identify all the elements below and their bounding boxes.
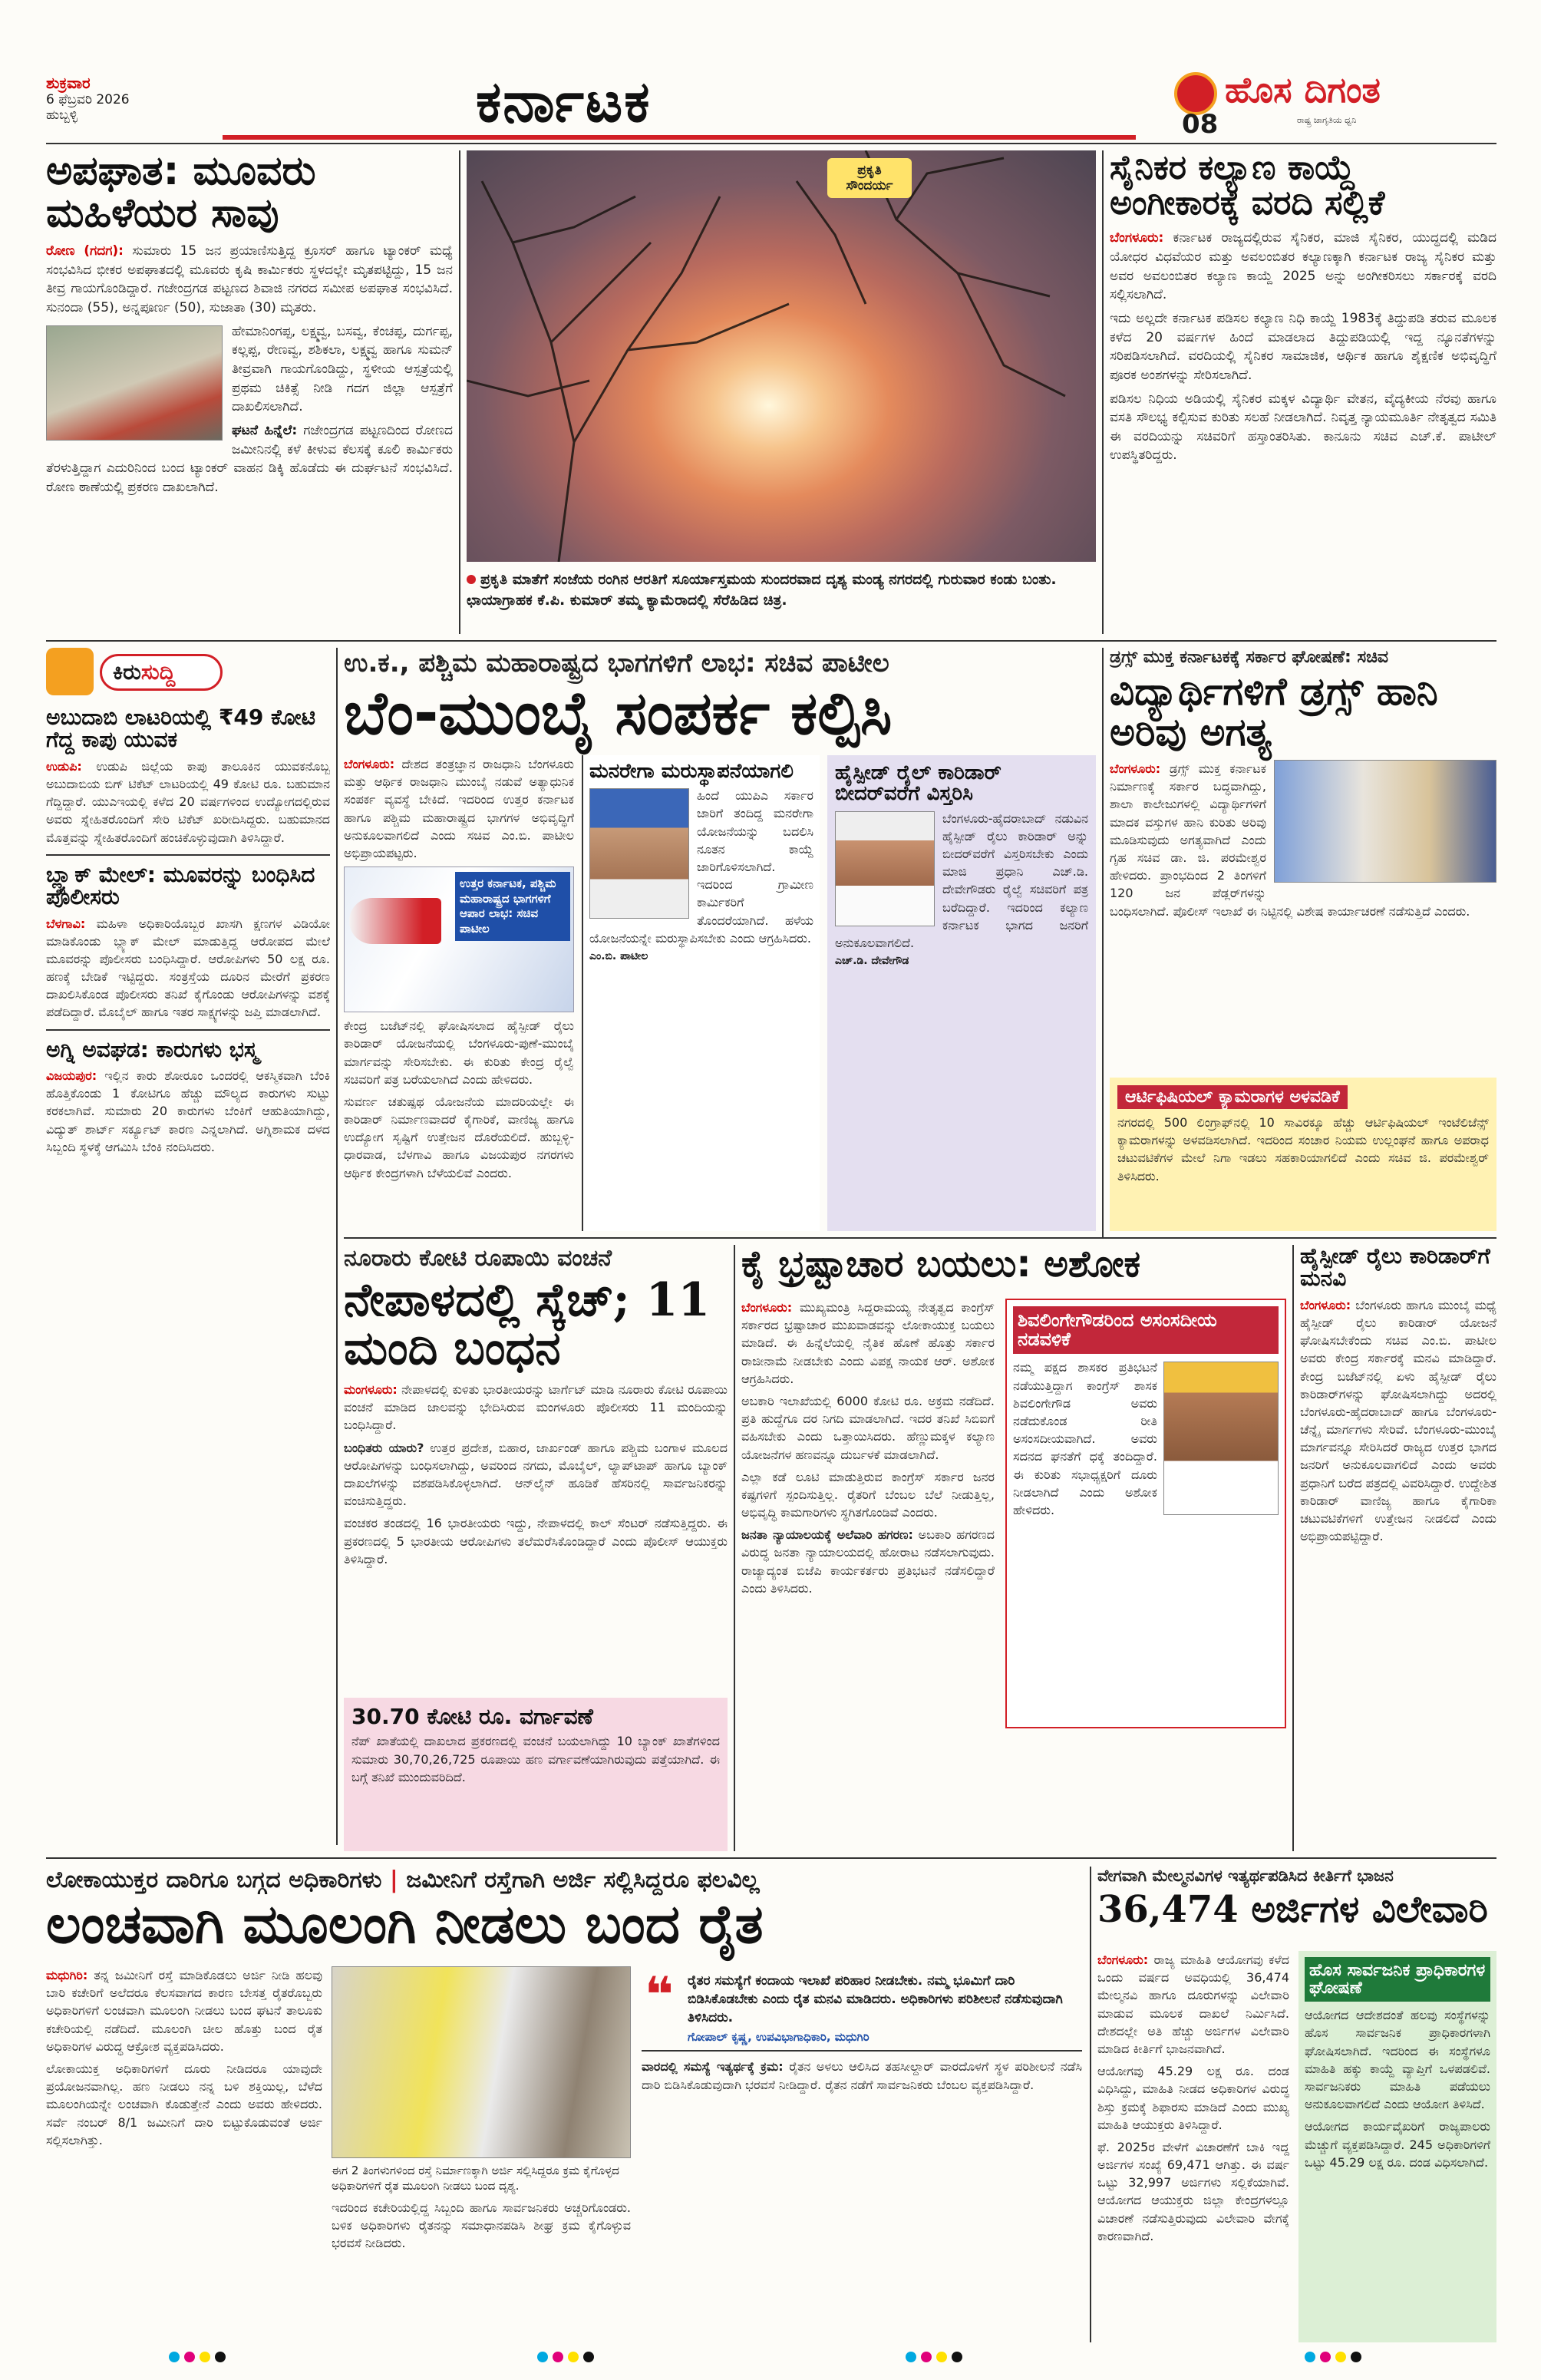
- paper-name: ಹೊಸ ದಿಗಂತ: [1225, 69, 1381, 111]
- nepal-body: ನೇಪಾಳದಲ್ಲಿ ಕುಳಿತು ಭಾರತೀಯರನ್ನು ಟಾರ್ಗೆಟ್ ಮಾಡಿ ನೂರಾರು ಕೋಟಿ ರೂಪಾಯಿ ವಂಚನೆ ಮಾಡಿದ ಜಾಲವನ್ನು ಭೇದಿಸಿರುವ ಮಂಗಳೂರು ಪೊಲೀಸರು 11 ಮಂದಿಯನ್ನು ಬಂಧಿಸಿದ್ದಾರೆ.: [344, 1382, 728, 1433]
- print-mark-black: [1351, 2352, 1361, 2362]
- rti-col-a: [1097, 1951, 1289, 2342]
- story-accident-headline: ಅಪಘಾತ: ಮೂವರು ಮಹಿಳೆಯರ ಸಾವು: [46, 150, 316, 236]
- hsr-body: ಬೆಂಗಳೂರು ಹಾಗೂ ಮುಂಬೈ ಮಧ್ಯೆ ಹೈಸ್ಪೀಡ್ ರೈಲು ಕಾರಿಡಾರ್ ಯೋಜನೆ ಘೋಷಿಸಬೇಕೆಂದು ಸಚಿವ ಎಂ.ಬಿ. ಪಾಟೀಲ ಅವರು ಕೇಂದ್ರ ಸರ್ಕಾರಕ್ಕೆ ಮನವಿ ಮಾಡಿದ್ದಾರೆ. ಕೇಂದ್ರ ಬಜೆಟ್‌ನಲ್ಲಿ ಏಳು ಹೈಸ್ಪೀಡ್ ರೈಲು ಕಾರಿಡಾರ್‌ಗಳನ್ನು ಘೋಷಿಸಲಾಗಿದ್ದು ಅದರಲ್ಲಿ ಬೆಂಗಳೂರು-ಹೈದರಾಬಾದ್ ಹಾಗೂ ಬೆಂಗಳೂರು-ಚೆನ್ನೈ ಮಾರ್ಗಗಳು ಸೇರಿವೆ. ಬೆಂಗಳೂರು-ಮುಂಬೈ ಮಾರ್ಗವನ್ನೂ ಸೇರಿಸಿದರೆ ರಾಜ್ಯದ ಉತ್ತರ ಭಾಗದ ಜನರಿಗೆ ಅನುಕೂಲವಾಗಲಿದೆ ಎಂದು ಅವರು ಪ್ರಧಾನಿಗೆ ಬರೆದ ಪತ್ರದಲ್ಲಿ ವಿವರಿಸಿದ್ದಾರೆ. ಉದ್ದೇಶಿತ ಕಾರಿಡಾರ್ ವಾಣಿಜ್ಯ ಹಾಗೂ ಕೈಗಾರಿಕಾ ಚಟುವಟಿಕೆಗಳಿಗೆ ಉತ್ತೇಜನ ನೀಡಲಿದೆ ಎಂದು ಅಭಿಪ್ರಾಯಪಟ್ಟಿದ್ದಾರೆ.: [1300, 1297, 1496, 1544]
- dateline: ಬೆಂಗಳೂರು:: [1097, 1953, 1149, 1967]
- lead-body2: ಕೇಂದ್ರ ಬಜೆಟ್‌ನಲ್ಲಿ ಘೋಷಿಸಲಾದ ಹೈಸ್ಪೀಡ್ ರೈಲು ಕಾರಿಡಾರ್ ಯೋಜನೆಯಲ್ಲಿ ಬೆಂಗಳೂರು-ಪುಣೆ-ಮುಂಬೈ ಮಾರ್ಗವನ್ನು ಸೇರಿಸಬೇಕು. ಈ ಕುರಿತು ಕೇಂದ್ರ ರೈಲ್ವೆ ಸಚಿವರಿಗೆ ಪತ್ರ ಬರೆಯಲಾಗಿದೆ ಎಂದು ಹೇಳಿದರು.: [344, 1018, 574, 1087]
- masthead-bar: [223, 135, 1136, 140]
- quote-box: [642, 1966, 1082, 2052]
- story-nepal: [344, 1245, 728, 1851]
- quote-icon: ❝: [645, 1967, 674, 2024]
- story-accident-photo: [46, 325, 223, 441]
- kirusuddi-logo-b: ಸುದ್ದಿ: [140, 659, 176, 685]
- hand-icon: [46, 648, 94, 695]
- drugs-headline: ವಿದ್ಯಾರ್ಥಿಗಳಿಗೆ ಡ್ರಗ್ಸ್ ಹಾನಿ ಅರಿವು ಅಗತ್ಯ: [1110, 669, 1438, 754]
- inset-body: ನಮ್ಮ ಪಕ್ಷದ ಶಾಸಕರ ಪ್ರತಿಭಟನೆ ನಡೆಯುತ್ತಿದ್ದಾಗ ಕಾಂಗ್ರೆಸ್ ಶಾಸಕ ಶಿವಲಿಂಗೇಗೌಡ ಅವರು ನಡೆದುಕೊಂಡ ರೀತಿ ಅಸಂಸದೀಯವಾಗಿದೆ. ಅವರು ಸದನದ ಘನತೆಗೆ ಧಕ್ಕೆ ತಂದಿದ್ದಾರೆ. ಈ ಕುರಿತು ಸಭಾಧ್ಯಕ್ಷರಿಗೆ ದೂರು ನೀಡಲಾಗಿದೆ ಎಂದು ಅಶೋಕ ಹೇಳಿದರು.: [1013, 1360, 1157, 1517]
- bribe-subhead: ವಾರದಲ್ಲಿ ಸಮಸ್ಯೆ ಇತ್ಯರ್ಥಕ್ಕೆ ಕ್ರಮ:: [642, 2059, 784, 2075]
- photo-badge: ಪ್ರಕೃತಿ ಸೌಂದರ್ಯ: [827, 158, 912, 198]
- row-rule: [46, 1857, 1496, 1859]
- bribe-col-c: [642, 1966, 1082, 2342]
- dateline: ಬೆಳಗಾವಿ:: [46, 916, 86, 931]
- rti-box: [1298, 1951, 1496, 2342]
- nepal-body3: ವಂಚಕರ ತಂಡದಲ್ಲಿ 16 ಭಾರತೀಯರು ಇದ್ದು, ನೇಪಾಳದಲ್ಲಿ ಕಾಲ್ ಸೆಂಟರ್ ನಡೆಸುತ್ತಿದ್ದರು. ಈ ಪ್ರಕರಣದಲ್ಲಿ 5 ಭಾರತೀಯ ಆರೋಪಿಗಳು ತಲೆಮರೆಸಿಕೊಂಡಿದ್ದಾರೆ ಎಂದು ಪೊಲೀಸ್ ಆಯುಕ್ತರು ತಿಳಿಸಿದ್ದಾರೆ.: [344, 1516, 728, 1566]
- portrait-photo: [835, 811, 935, 926]
- print-mark-black: [583, 2352, 594, 2362]
- bribe-body3: ಇದರಿಂದ ಕಚೇರಿಯಲ್ಲಿದ್ದ ಸಿಬ್ಬಂದಿ ಹಾಗೂ ಸಾರ್ವಜನಿಕರು ಅಚ್ಚರಿಗೊಂಡರು. ಬಳಿಕ ಅಧಿಕಾರಿಗಳು ರೈತನನ್ನು ಸಮಾಧಾನಪಡಿಸಿ ಶೀಘ್ರ ಕ್ರಮ ಕೈಗೊಳ್ಳುವ ಭರವಸೆ ನೀಡಿದರು.: [332, 2200, 631, 2250]
- nepal-headline: ನೇಪಾಳದಲ್ಲಿ ಸ್ಕೆಚ್; 11 ಮಂದಿ ಬಂಧನ: [344, 1273, 711, 1375]
- bribe-body2: ಲೋಕಾಯುಕ್ತ ಅಧಿಕಾರಿಗಳಿಗೆ ದೂರು ನೀಡಿದರೂ ಯಾವುದೇ ಪ್ರಯೋಜನವಾಗಿಲ್ಲ. ಹಣ ನೀಡಲು ನನ್ನ ಬಳಿ ಶಕ್ತಿಯಿಲ್ಲ, ಬೆಳೆದ ಮೂಲಂಗಿಯನ್ನೇ ಲಂಚವಾಗಿ ಕೊಡುತ್ತೇನೆ ಎಂದು ಅವರು ಹೇಳಿದರು. ಸರ್ವೆ ನಂಬರ್ 8/1 ಜಮೀನಿಗೆ ದಾರಿ ಬಿಟ್ಟುಕೊಡುವಂತೆ ಅರ್ಜಿ ಸಲ್ಲಿಸಲಾಗಿತ್ತು.: [46, 2061, 322, 2147]
- column-rule: [336, 648, 338, 1845]
- lead-kicker: ಉ.ಕ., ಪಶ್ಚಿಮ ಮಹಾರಾಷ್ಟ್ರದ ಭಾಗಗಳಿಗೆ ಲಾಭ: ಸಚಿವ ಪಾಟೀಲ: [344, 648, 889, 678]
- quote-text: ರೈತರ ಸಮಸ್ಯೆಗೆ ಕಂದಾಯ ಇಲಾಖೆ ಪರಿಹಾರ ನೀಡಬೇಕು. ನಮ್ಮ ಭೂಮಿಗೆ ದಾರಿ ಬಿಡಿಸಿಕೊಡಬೇಕು ಎಂದು ರೈತ ಮನವಿ ಮಾಡಿದರು. ಅಧಿಕಾರಿಗಳು ಪರಿಶೀಲನೆ ನಡೆಸುವುದಾಗಿ ತಿಳಿಸಿದರು.: [688, 1973, 1063, 2025]
- lead-body3: ಸುವರ್ಣ ಚತುಷ್ಪಥ ಯೋಜನೆಯ ಮಾದರಿಯಲ್ಲೇ ಈ ಕಾರಿಡಾರ್ ನಿರ್ಮಾಣವಾದರೆ ಕೈಗಾರಿಕೆ, ವಾಣಿಜ್ಯ ಹಾಗೂ ಉದ್ಯೋಗ ಸೃಷ್ಟಿಗೆ ಉತ್ತೇಜನ ದೊರೆಯಲಿದೆ. ಹುಬ್ಬಳ್ಳಿ-ಧಾರವಾಡ, ಬೆಳಗಾವಿ ಹಾಗೂ ವಿಜಯಪುರ ನಗರಗಳು ಆರ್ಥಿಕ ಕೇಂದ್ರಗಳಾಗಿ ಬೆಳೆಯಲಿವೆ ಎಂದರು.: [344, 1094, 574, 1180]
- story-drugs: [1110, 648, 1496, 1231]
- story-soldiers: [1110, 150, 1496, 632]
- print-mark-cyan: [537, 2352, 548, 2362]
- sidebar-body: ಹಿಂದೆ ಯುಪಿಎ ಸರ್ಕಾರ ಜಾರಿಗೆ ತಂದಿದ್ದ ಮನರೇಗಾ ಯೋಜನೆಯನ್ನು ಬದಲಿಸಿ ನೂತನ ಕಾಯ್ದೆ ಜಾರಿಗೊಳಿಸಲಾಗಿದೆ. ಇದರಿಂದ ಗ್ರಾಮೀಣ ಕಾರ್ಮಿಕರಿಗೆ ತೊಂದರೆಯಾಗಿದೆ. ಹಳೆಯ ಯೋಜನೆಯನ್ನೇ ಮರುಸ್ಥಾಪಿಸಬೇಕು ಎಂದು ಆಗ್ರಹಿಸಿದರು.: [589, 788, 813, 946]
- sidebar-body: ಬೆಂಗಳೂರು-ಹೈದರಾಬಾದ್ ನಡುವಿನ ಹೈಸ್ಪೀಡ್ ರೈಲು ಕಾರಿಡಾರ್ ಅನ್ನು ಬೀದರ್‌ವರೆಗೆ ವಿಸ್ತರಿಸಬೇಕು ಎಂದು ಮಾಜಿ ಪ್ರಧಾನಿ ಎಚ್.ಡಿ. ದೇವೇಗೌಡರು ರೈಲ್ವೆ ಸಚಿವರಿಗೆ ಪತ್ರ ಬರೆದಿದ್ದಾರೆ. ಇದರಿಂದ ಕಲ್ಯಾಣ ಕರ್ನಾಟಕ ಭಾಗದ ಜನರಿಗೆ ಅನುಕೂಲವಾಗಲಿದೆ.: [835, 810, 1088, 950]
- lead-story: [344, 648, 1096, 1231]
- event-photo: [1274, 760, 1496, 883]
- story-ashok: [741, 1245, 1286, 1851]
- dateline: ರೋಣ (ಗದಗ):: [46, 243, 124, 259]
- rti-headline: 36,474 ಅರ್ಜಿಗಳ ವಿಲೇವಾರಿ: [1097, 1888, 1488, 1931]
- brief-body: ಇಲ್ಲಿನ ಕಾರು ಶೋರೂಂ ಒಂದರಲ್ಲಿ ಆಕಸ್ಮಿಕವಾಗಿ ಬೆಂಕಿ ಹೊತ್ತಿಕೊಂಡು 1 ಕೋಟಿಗೂ ಹೆಚ್ಚು ಮೌಲ್ಯದ ಕಾರುಗಳು ಸುಟ್ಟು ಕರಕಲಾಗಿವೆ. ಸುಮಾರು 20 ಕಾರುಗಳು ಬೆಂಕಿಗೆ ಆಹುತಿಯಾಗಿದ್ದು, ವಿದ್ಯುತ್ ಶಾರ್ಟ್ ಸರ್ಕ್ಯೂಟ್ ಕಾರಣ ಎನ್ನಲಾಗಿದೆ. ಅಗ್ನಿಶಾಮಕ ದಳದ ಸಿಬ್ಬಂದಿ ಸ್ಥಳಕ್ಕೆ ಆಗಮಿಸಿ ಬೆಂಕಿ ನಂದಿಸಿದರು.: [46, 1068, 330, 1154]
- portrait-caption: ಎಚ್.ಡಿ. ದೇವೇಗೌಡ: [835, 955, 909, 968]
- ashok-body2: ಅಬಕಾರಿ ಇಲಾಖೆಯಲ್ಲಿ 6000 ಕೋಟಿ ರೂ. ಅಕ್ರಮ ನಡೆದಿದೆ. ಪ್ರತಿ ಹುದ್ದೆಗೂ ದರ ನಿಗದಿ ಮಾಡಲಾಗಿದೆ. ಇದರ ತನಿಖೆ ಸಿಬಿಐಗೆ ವಹಿಸಬೇಕು ಎಂದು ಒತ್ತಾಯಿಸಿದರು. ಹೆಣ್ಣುಮಕ್ಕಳ ಕಲ್ಯಾಣ ಯೋಜನೆಗಳ ಹಣವನ್ನೂ ದುರ್ಬಳಕೆ ಮಾಡಲಾಗಿದೆ.: [741, 1393, 995, 1462]
- box-body2: ಆಯೋಗದ ಕಾರ್ಯವೈಖರಿಗೆ ರಾಜ್ಯಪಾಲರು ಮೆಚ್ಚುಗೆ ವ್ಯಕ್ತಪಡಿಸಿದ್ದಾರೆ. 245 ಅಧಿಕಾರಿಗಳಿಗೆ ಒಟ್ಟು 45.29 ಲಕ್ಷ ರೂ. ದಂಡ ವಿಧಿಸಲಾಗಿದೆ.: [1305, 2119, 1490, 2170]
- column-rule: [734, 1245, 735, 1851]
- farmer-photo-caption: ಈಗ 2 ತಿಂಗಳುಗಳಿಂದ ರಸ್ತೆ ನಿರ್ಮಾಣಕ್ಕಾಗಿ ಅರ್ಜಿ ಸಲ್ಲಿಸಿದ್ದರೂ ಕ್ರಮ ಕೈಗೊಳ್ಳದ ಅಧಿಕಾರಿಗಳಿಗೆ ರೈತ ಮೂಲಂಗಿ ನೀಡಲು ಬಂದ ದೃಶ್ಯ.: [332, 2164, 619, 2193]
- print-mark-cyan: [169, 2352, 180, 2362]
- kicker-separator: |: [389, 1867, 407, 1893]
- brief-headline: ಬ್ಲ್ಯಾಕ್ ಮೇಲ್: ಮೂವರನ್ನು ಬಂಧಿಸಿದ ಪೊಲೀಸರು: [46, 861, 315, 910]
- rti-body2: ಆಯೋಗವು 45.29 ಲಕ್ಷ ರೂ. ದಂಡ ವಿಧಿಸಿದ್ದು, ಮಾಹಿತಿ ನೀಡದ ಅಧಿಕಾರಿಗಳ ವಿರುದ್ಧ ಶಿಸ್ತು ಕ್ರಮಕ್ಕೆ ಶಿಫಾರಸು ಮಾಡಿದೆ ಎಂದು ಮುಖ್ಯ ಮಾಹಿತಿ ಆಯುಕ್ತರು ತಿಳಿಸಿದ್ದಾರೆ.: [1097, 2064, 1289, 2132]
- story-soldiers-headline: ಸೈನಿಕರ ಕಲ್ಯಾಣ ಕಾಯ್ದೆ ಅಂಗೀಕಾರಕ್ಕೆ ವರದಿ ಸಲ್ಲಿಕೆ: [1110, 150, 1385, 223]
- nepal-kicker: ನೂರಾರು ಕೋಟಿ ರೂಪಾಯಿ ವಂಚನೆ: [344, 1245, 612, 1272]
- kirusuddi-logo: [46, 648, 330, 697]
- bribe-photo-block: [332, 1966, 631, 2342]
- drugs-body: ಡ್ರಗ್ಸ್ ಮುಕ್ತ ಕರ್ನಾಟಕ ನಿರ್ಮಾಣಕ್ಕೆ ಸರ್ಕಾರ ಬದ್ಧವಾಗಿದ್ದು, ಶಾಲಾ ಕಾಲೇಜುಗಳಲ್ಲಿ ವಿದ್ಯಾರ್ಥಿಗಳಿಗೆ ಮಾದಕ ವಸ್ತುಗಳ ಹಾನಿ ಕುರಿತು ಅರಿವು ಮೂಡಿಸುವುದು ಅಗತ್ಯವಾಗಿದೆ ಎಂದು ಗೃಹ ಸಚಿವ ಡಾ. ಜಿ. ಪರಮೇಶ್ವರ ಹೇಳಿದರು. ಪ್ರಾಂಭದಿಂದ 2 ತಿಂಗಳಿಗೆ 120 ಜನ ಪೆಡ್ಲರ್‌ಗಳನ್ನು ಬಂಧಿಸಲಾಗಿದೆ. ಪೊಲೀಸ್ ಇಲಾಖೆ ಈ ನಿಟ್ಟಿನಲ್ಲಿ ವಿಶೇಷ ಕಾರ್ಯಾಚರಣೆ ನಡೆಸುತ್ತಿದೆ ಎಂದರು.: [1110, 761, 1470, 919]
- story-rti-disposal: [1097, 1867, 1496, 2342]
- print-mark-yellow: [568, 2352, 579, 2362]
- photo-feature: [467, 150, 1096, 632]
- bribe-kicker: [46, 1867, 1082, 1893]
- nepal-transfer-box: [344, 1698, 728, 1851]
- ashok-inset: [1005, 1299, 1286, 1728]
- print-mark-magenta: [553, 2352, 563, 2362]
- print-mark-yellow: [1335, 2352, 1346, 2362]
- masthead-rule: [46, 143, 1496, 144]
- inset-headline: ಶಿವಲಿಂಗೇಗೌಡರಿಂದ ಅಸಂಸದೀಯ ನಡವಳಿಕೆ: [1013, 1306, 1279, 1354]
- box-body: ನೆಪ್ ಖಾತೆಯಲ್ಲಿ ದಾಖಲಾದ ಪ್ರಕರಣದಲ್ಲಿ ವಂಚನೆ ಬಯಲಾಗಿದ್ದು 10 ಬ್ಯಾಂಕ್ ಖಾತೆಗಳಿಂದ ಸುಮಾರು 30,70,26,725 ರೂಪಾಯಿ ಹಣ ವರ್ಗಾವಣೆಯಾಗಿರುವುದು ಪತ್ತೆಯಾಗಿದೆ. ಈ ಬಗ್ಗೆ ತನಿಖೆ ಮುಂದುವರಿದಿದೆ.: [351, 1734, 720, 1784]
- row-rule: [46, 640, 1496, 642]
- quote-attribution: ಗೋಪಾಲ್ ಕೃಷ್ಣ, ಉಪವಿಭಾಗಾಧಿಕಾರಿ, ಮಧುಗಿರಿ: [688, 2030, 869, 2045]
- print-mark-cyan: [906, 2352, 916, 2362]
- story-accident-body: ಸುಮಾರು 15 ಜನ ಪ್ರಯಾಣಿಸುತ್ತಿದ್ದ ಕ್ರೂಸರ್ ಹಾಗೂ ಟ್ಯಾಂಕರ್ ಮಧ್ಯೆ ಸಂಭವಿಸಿದ ಭೀಕರ ಅಪಘಾತದಲ್ಲಿ ಮೂವರು ಕೃಷಿ ಕಾರ್ಮಿಕರು ಸ್ಥಳದಲ್ಲೇ ಮೃತಪಟ್ಟಿದ್ದು, 15 ಜನ ತೀವ್ರ ಗಾಯಗೊಂಡಿದ್ದಾರೆ. ಗಜೇಂದ್ರಗಡ ಪಟ್ಟಣದ ಶಿವಾಜಿ ನಗರದ ಸಮೀಪ ಅಪಘಾತ ಸಂಭವಿಸಿದೆ. ಸುನಂದಾ (55), ಅನ್ನಪೂರ್ಣ (50), ಸುಜಾತಾ (30) ಮೃತರು.: [46, 243, 453, 316]
- paper-tagline: ರಾಷ್ಟ್ರ ಜಾಗೃತಿಯ ಧ್ವನಿ: [1297, 115, 1357, 125]
- ashok-subhead: ಜನತಾ ನ್ಯಾಯಾಲಯಕ್ಕೆ ಅಲೆವಾರಿ ಹಗರಣ:: [741, 1527, 913, 1543]
- bribe-headline: ಲಂಚವಾಗಿ ಮೂಲಂಗಿ ನೀಡಲು ಬಂದ ರೈತ: [46, 1893, 764, 1956]
- masthead-city: ಹುಬ್ಬಳ್ಳಿ: [46, 107, 78, 123]
- column-rule: [1292, 1245, 1294, 1851]
- brief-divider: [46, 1029, 330, 1031]
- brief-body: ಮಹಿಳಾ ಅಧಿಕಾರಿಯೊಬ್ಬರ ಖಾಸಗಿ ಕ್ಷಣಗಳ ವಿಡಿಯೋ ಮಾಡಿಕೊಂಡು ಬ್ಲ್ಯಾಕ್ ಮೇಲ್ ಮಾಡುತ್ತಿದ್ದ ಆರೋಪದ ಮೇಲೆ ಮೂವರನ್ನು ಪೊಲೀಸರು ಬಂಧಿಸಿದ್ದಾರೆ. ಆರೋಪಿಗಳು 50 ಲಕ್ಷ ರೂ. ಹಣಕ್ಕೆ ಬೇಡಿಕೆ ಇಟ್ಟಿದ್ದರು. ಸಂತ್ರಸ್ತೆಯ ದೂರಿನ ಮೇರೆಗೆ ಪ್ರಕರಣ ದಾಖಲಿಸಿಕೊಂಡ ಪೊಲೀಸರು ತನಿಖೆ ಕೈಗೊಂಡು ಆರೋಪಿಗಳನ್ನು ವಶಕ್ಕೆ ಪಡೆದಿದ್ದಾರೆ. ಮೊಬೈಲ್ ಹಾಗೂ ಇತರ ಸಾಕ್ಷ್ಯಗಳನ್ನು ಜಪ್ತಿ ಮಾಡಲಾಗಿದೆ.: [46, 916, 330, 1020]
- brief-divider: [46, 854, 330, 856]
- bribe-kicker-b: ಜಮೀನಿಗೆ ರಸ್ತೆಗಾಗಿ ಅರ್ಜಿ ಸಲ್ಲಿಸಿದ್ದರೂ ಫಲವಿಲ್ಲ: [406, 1867, 760, 1893]
- box-headline: ಹೊಸ ಸಾರ್ವಜನಿಕ ಪ್ರಾಧಿಕಾರಗಳ ಘೋಷಣೆ: [1305, 1957, 1490, 2002]
- ashok-body3: ಎಲ್ಲಾ ಕಡೆ ಲೂಟಿ ಮಾಡುತ್ತಿರುವ ಕಾಂಗ್ರೆಸ್ ಸರ್ಕಾರ ಜನರ ಕಷ್ಟಗಳಿಗೆ ಸ್ಪಂದಿಸುತ್ತಿಲ್ಲ. ರೈತರಿಗೆ ಬೆಂಬಲ ಬೆಲೆ ನೀಡುತ್ತಿಲ್ಲ, ಅಭಿವೃದ್ಧಿ ಕಾಮಗಾರಿಗಳು ಸ್ಥಗಿತಗೊಂಡಿವೆ ಎಂದರು.: [741, 1469, 995, 1520]
- rti-body3: ಫೆ. 2025ರ ವೇಳೆಗೆ ವಿಚಾರಣೆಗೆ ಬಾಕಿ ಇದ್ದ ಅರ್ಜಿಗಳ ಸಂಖ್ಯೆ 69,471 ಆಗಿತ್ತು. ಈ ವರ್ಷ ಒಟ್ಟು 32,997 ಅರ್ಜಿಗಳು ಸಲ್ಲಿಕೆಯಾಗಿವೆ. ಆಯೋಗದ ಆಯುಕ್ತರು ಜಿಲ್ಲಾ ಕೇಂದ್ರಗಳಲ್ಲೂ ವಿಚಾರಣೆ ನಡೆಸುತ್ತಿರುವುದು ವಿಲೇವಾರಿ ವೇಗಕ್ಕೆ ಕಾರಣವಾಗಿದೆ.: [1097, 2139, 1289, 2243]
- dateline: ಉಡುಪಿ:: [46, 758, 82, 774]
- hsr-headline: ಹೈಸ್ಪೀಡ್ ರೈಲು ಕಾರಿಡಾರ್‌ಗೆ ಮನವಿ: [1300, 1245, 1490, 1292]
- dateline: ಮಧುಗಿರಿ:: [46, 1968, 88, 1982]
- column-rule: [1102, 648, 1104, 1239]
- bribe-kicker-a: ಲೋಕಾಯುಕ್ತರ ದಾರಿಗೂ ಬಗ್ಗದ ಅಧಿಕಾರಿಗಳು: [46, 1867, 382, 1893]
- ashok-col-a: [741, 1299, 995, 1851]
- brief-body: ಉಡುಪಿ ಜಿಲ್ಲೆಯ ಕಾಪು ತಾಲೂಕಿನ ಯುವಕನೊಬ್ಬ ಅಬುದಾಬಿಯ ಬಿಗ್ ಟಿಕೆಟ್ ಲಾಟರಿಯಲ್ಲಿ 49 ಕೋಟಿ ರೂ. ಬಹುಮಾನ ಗೆದ್ದಿದ್ದಾರೆ. ಯುಎಇಯಲ್ಲಿ ಕಳೆದ 20 ವರ್ಷಗಳಿಂದ ಉದ್ಯೋಗದಲ್ಲಿರುವ ಅವರು ಸ್ನೇಹಿತರೊಂದಿಗೆ ಸೇರಿ ಟಿಕೆಟ್ ಖರೀದಿಸಿದ್ದರು. ಬಹುಮಾನದ ಮೊತ್ತವನ್ನು ಸ್ನೇಹಿತರೊಂದಿಗೆ ಹಂಚಿಕೊಳ್ಳುವುದಾಗಿ ತಿಳಿಸಿದ್ದಾರೆ.: [46, 758, 330, 845]
- story-hsr-appeal: [1300, 1245, 1496, 1851]
- column-rule: [1090, 1867, 1091, 2342]
- masthead-day: ಶುಕ್ರವಾರ: [46, 74, 91, 92]
- print-mark-black: [952, 2352, 962, 2362]
- story-soldiers-body2: ಇದು ಅಲ್ಲದೇ ಕರ್ನಾಟಕ ಪಡಿಸಲ ಕಲ್ಯಾಣ ನಿಧಿ ಕಾಯ್ದೆ 1983ಕ್ಕೆ ತಿದ್ದುಪಡಿ ತರುವ ಮೂಲಕ ಕಳೆದ 20 ವರ್ಷಗಳ ಹಿಂದೆ ಮಾಡಲಾದ ತಿದ್ದುಪಡಿಯಲ್ಲಿ ಇದ್ದ ನ್ಯೂನತೆಗಳನ್ನು ಸರಿಪಡಿಸಲಾಗಿದೆ. ವರದಿಯಲ್ಲಿ ಸೈನಿಕರ ಸಾಮಾಜಿಕ, ಆರ್ಥಿಕ ಹಾಗೂ ಶೈಕ್ಷಣಿಕ ಅಭಿವೃದ್ಧಿಗೆ ಪೂರಕ ಅಂಶಗಳನ್ನು ಸೇರಿಸಲಾಗಿದೆ.: [1110, 310, 1496, 383]
- print-mark-magenta: [184, 2352, 195, 2362]
- dateline: ವಿಜಯಪುರ:: [46, 1068, 97, 1084]
- masthead-date-block: [46, 74, 215, 123]
- brief-headline: ಅಗ್ನಿ ಅವಘಡ: ಕಾರುಗಳು ಭಸ್ಮ: [46, 1036, 259, 1062]
- train-graphic: [344, 867, 574, 1012]
- dateline: ಬೆಂಗಳೂರು:: [741, 1300, 793, 1315]
- photo-caption: [467, 569, 1096, 610]
- dateline: ಬೆಂಗಳೂರು:: [1110, 230, 1164, 246]
- story-accident-body2: ಹೇಮಾನಿಂಗಪ್ಪ, ಲಕ್ಷ್ಮವ್ವ, ಬಸವ್ವ, ಕೆಂಚಪ್ಪ, ದುರ್ಗಪ್ಪ, ಕಲ್ಲಪ್ಪ, ರೇಣವ್ವ, ಶಶಿಕಲಾ, ಲಕ್ಷ್ಮವ್ವ ಹಾಗೂ ಸುಮನ್ ತೀವ್ರವಾಗಿ ಗಾಯಗೊಂಡಿದ್ದು, ಸ್ಥಳೀಯ ಆಸ್ಪತ್ರೆಯಲ್ಲಿ ಪ್ರಥಮ ಚಿಕಿತ್ಸೆ ನೀಡಿ ಗದಗ ಜಿಲ್ಲಾ ಆಸ್ಪತ್ರೆಗೆ ದಾಖಲಿಸಲಾಗಿದೆ.: [232, 323, 453, 415]
- masthead-date: 6 ಫೆಬ್ರವರಿ 2026: [46, 92, 130, 107]
- story-accident: [46, 150, 453, 632]
- nepal-subhead: ಬಂಧಿತರು ಯಾರು?: [344, 1440, 424, 1455]
- tree-silhouette: [467, 150, 1096, 562]
- print-mark-yellow: [936, 2352, 947, 2362]
- dateline: ಬೆಂಗಳೂರು:: [1300, 1297, 1351, 1312]
- print-mark-magenta: [1320, 2352, 1331, 2362]
- lead-sidebar-hsr: [827, 755, 1096, 1231]
- portrait-caption: ಎಂ.ಬಿ. ಪಾಟೀಲ: [589, 949, 648, 962]
- drugs-kicker: ಡ್ರಗ್ಸ್ ಮುಕ್ತ ಕರ್ನಾಟಕಕ್ಕೆ ಸರ್ಕಾರ ಘೋಷಣೆ: ಸಚಿವ: [1110, 648, 1389, 667]
- kirusuddi-column: [46, 648, 330, 1845]
- rti-kicker: ವೇಗವಾಗಿ ಮೇಲ್ಮನವಿಗಳ ಇತ್ಯರ್ಥಪಡಿಸಿದ ಕೀರ್ತಿಗೆ ಭಾಜನ: [1097, 1867, 1394, 1885]
- story-soldiers-body: ಕರ್ನಾಟಕ ರಾಜ್ಯದಲ್ಲಿರುವ ಸೈನಿಕರ, ಮಾಜಿ ಸೈನಿಕರ, ಯುದ್ಧದಲ್ಲಿ ಮಡಿದ ಯೋಧರ ವಿಧವೆಯರ ಮತ್ತು ಅವಲಂಬಿತರ ಕಲ್ಯಾಣಕ್ಕಾಗಿ ಕರ್ನಾಟಕ ರಾಜ್ಯ ಸೈನಿಕರ ಮತ್ತು ಅವರ ಅವಲಂಬಿತರ ಕಲ್ಯಾಣ ಕಾಯ್ದೆ 2025 ಅನ್ನು ಅಂಗೀಕರಿಸಲು ಸರ್ಕಾರಕ್ಕೆ ವರದಿ ಸಲ್ಲಿಸಲಾಗಿದೆ.: [1110, 230, 1496, 303]
- story-radish-bribe: [46, 1867, 1082, 2342]
- bribe-col-a: [46, 1966, 322, 2342]
- lead-sidebar-mgnrega: [582, 755, 820, 1231]
- print-mark-black: [215, 2352, 226, 2362]
- lead-headline: ಬೆಂ-ಮುಂಬೈ ಸಂಪರ್ಕ ಕಲ್ಪಿಸಿ: [344, 679, 893, 748]
- story-accident-subhead: ಘಟನೆ ಹಿನ್ನೆಲೆ:: [232, 422, 298, 438]
- ashok-body4: ಅಬಕಾರಿ ಹಗರಣದ ವಿರುದ್ಧ ಜನತಾ ನ್ಯಾಯಾಲಯದಲ್ಲಿ ಹೋರಾಟ ನಡೆಸಲಾಗುವುದು. ರಾಜ್ಯಾದ್ಯಂತ ಬಿಜೆಪಿ ಕಾರ್ಯಕರ್ತರು ಪ್ರತಿಭಟನೆ ನಡೆಸಲಿದ್ದಾರೆ ಎಂದು ತಿಳಿಸಿದರು.: [741, 1527, 995, 1596]
- column-rule: [459, 150, 460, 634]
- drugs-ai-box: [1110, 1078, 1496, 1231]
- train-graphic-label: ಉತ್ತರ ಕರ್ನಾಟಕ, ಪಶ್ಚಿಮ ಮಹಾರಾಷ್ಟ್ರದ ಭಾಗಗಳಿಗೆ ಆಪಾರ ಲಾಭ: ಸಚಿವ ಪಾಟೀಲ: [455, 872, 570, 941]
- portrait-photo: [1163, 1362, 1279, 1515]
- portrait-photo: [589, 788, 689, 919]
- brief-headline: ಅಬುದಾಬಿ ಲಾಟರಿಯಲ್ಲಿ ₹49 ಕೋಟಿ ಗೆದ್ದ ಕಾಪು ಯುವಕ: [46, 705, 315, 753]
- nepal-body2: ಉತ್ತರ ಪ್ರದೇಶ, ಬಿಹಾರ, ಜಾರ್ಖಂಡ್ ಹಾಗೂ ಪಶ್ಚಿಮ ಬಂಗಾಳ ಮೂಲದ ಆರೋಪಿಗಳನ್ನು ಬಂಧಿಸಲಾಗಿದ್ದು, ಅವರಿಂದ ನಗದು, ಮೊಬೈಲ್, ಲ್ಯಾಪ್‌ಟಾಪ್ ಹಾಗೂ ಬ್ಯಾಂಕ್ ದಾಖಲೆಗಳನ್ನು ವಶಪಡಿಸಿಕೊಳ್ಳಲಾಗಿದೆ. ಆನ್‌ಲೈನ್ ಹೂಡಿಕೆ ಹೆಸರಿನಲ್ಲಿ ಸಾರ್ವಜನಿಕರನ್ನು ವಂಚಿಸುತ್ತಿದ್ದರು.: [344, 1440, 728, 1509]
- row-rule: [344, 1237, 1496, 1239]
- kirusuddi-logo-a: ಕಿರು: [113, 659, 141, 685]
- bribe-body4: ರೈತನ ಅಳಲು ಆಲಿಸಿದ ತಹಸೀಲ್ದಾರ್ ವಾರದೊಳಗೆ ಸ್ಥಳ ಪರಿಶೀಲನೆ ನಡೆಸಿ ದಾರಿ ಬಿಡಿಸಿಕೊಡುವುದಾಗಿ ಭರವಸೆ ನೀಡಿದ್ದಾರೆ. ರೈತನ ನಡೆಗೆ ಸಾರ್ವಜನಿಕರು ಬೆಂಬಲ ವ್ಯಕ್ತಪಡಿಸಿದ್ದಾರೆ.: [642, 2059, 1082, 2092]
- lead-col-main: [344, 755, 574, 1231]
- dateline: ಬೆಂಗಳೂರು:: [344, 757, 395, 771]
- story-accident-body3: ಗಜೇಂದ್ರಗಡ ಪಟ್ಟಣದಿಂದ ರೋಣದ ಜಮೀನಿನಲ್ಲಿ ಕಳೆ ಕೀಳುವ ಕೆಲಸಕ್ಕೆ ಕೂಲಿ ಕಾರ್ಮಿಕರು ತೆರಳುತ್ತಿದ್ದಾಗ ಎದುರಿನಿಂದ ಬಂದ ಟ್ಯಾಂಕರ್ ವಾಹನ ಡಿಕ್ಕಿ ಹೊಡೆದು ಈ ದುರ್ಘಟನೆ ಸಂಭವಿಸಿದೆ. ರೋಣ ಠಾಣೆಯಲ್ಲಿ ಪ್ರಕರಣ ದಾಖಲಾಗಿದೆ.: [46, 422, 453, 495]
- sidebar-headline: ಹೈಸ್ಪೀಡ್ ರೈಲ್ ಕಾರಿಡಾರ್ ಬೀದರ್‌ವರೆಗೆ ವಿಸ್ತರಿಸಿ: [835, 761, 1001, 806]
- paper-logo: [1174, 69, 1496, 140]
- farmer-photo: [332, 1966, 631, 2158]
- sidebar-headline: ಮನರೇಗಾ ಮರುಸ್ಥಾಪನೆಯಾಗಲಿ: [589, 760, 794, 783]
- print-mark-magenta: [921, 2352, 932, 2362]
- caption-marker-icon: [467, 575, 476, 584]
- photo-caption-text: ಪ್ರಕೃತಿ ಮಾತೆಗೆ ಸಂಜೆಯ ರಂಗಿನ ಆರತಿಗೆ ಸೂರ್ಯಾಸ್ತಮಯ ಸುಂದರವಾದ ದೃಶ್ಯ ಮಂಡ್ಯ ನಗರದಲ್ಲಿ ಗುರುವಾರ ಕಂಡು ಬಂತು. ಛಾಯಾಗ್ರಾಹಕ ಕೆ.ಪಿ. ಕುಮಾರ್ ತಮ್ಮ ಕ್ಯಾಮೆರಾದಲ್ಲಿ ಸೆರೆಹಿಡಿದ ಚಿತ್ರ.: [467, 571, 1057, 609]
- masthead: [46, 69, 1496, 140]
- column-rule: [1102, 150, 1104, 634]
- dateline: ಮಂಗಳೂರು:: [344, 1382, 398, 1397]
- page-number: 08: [1182, 109, 1219, 140]
- print-mark-yellow: [200, 2352, 210, 2362]
- box-headline: 30.70 ಕೋಟಿ ರೂ. ವರ್ಗಾವಣೆ: [351, 1704, 593, 1729]
- story-soldiers-body3: ಪಡಿಸಲ ನಿಧಿಯ ಅಡಿಯಲ್ಲಿ ಸೈನಿಕರ ಮಕ್ಕಳ ವಿದ್ಯಾರ್ಥಿ ವೇತನ, ವೈದ್ಯಕೀಯ ನೆರವು ಹಾಗೂ ವಸತಿ ಸೌಲಭ್ಯ ಕಲ್ಪಿಸುವ ಕುರಿತು ಸಲಹೆ ನೀಡಲಾಗಿದೆ. ನಿವೃತ್ತ ನ್ಯಾಯಮೂರ್ತಿ ನೇತೃತ್ವದ ಸಮಿತಿ ಈ ವರದಿಯನ್ನು ಸಚಿವರಿಗೆ ಹಸ್ತಾಂತರಿಸಿತು. ಕಾನೂನು ಸಚಿವ ಎಚ್.ಕೆ. ಪಾಟೀಲ್ ಉಪಸ್ಥಿತರಿದ್ದರು.: [1110, 391, 1496, 464]
- box-body: ಆಯೋಗದ ಆದೇಶದಂತೆ ಹಲವು ಸಂಸ್ಥೆಗಳನ್ನು ಹೊಸ ಸಾರ್ವಜನಿಕ ಪ್ರಾಧಿಕಾರಗಳಾಗಿ ಘೋಷಿಸಲಾಗಿದೆ. ಇದರಿಂದ ಈ ಸಂಸ್ಥೆಗಳೂ ಮಾಹಿತಿ ಹಕ್ಕು ಕಾಯ್ದೆ ವ್ಯಾಪ್ತಿಗೆ ಒಳಪಡಲಿವೆ. ಸಾರ್ವಜನಿಕರು ಮಾಹಿತಿ ಪಡೆಯಲು ಅನುಕೂಲವಾಗಲಿದೆ ಎಂದು ಆಯೋಗ ತಿಳಿಸಿದೆ.: [1305, 2008, 1490, 2112]
- dateline: ಬೆಂಗಳೂರು:: [1110, 761, 1161, 776]
- bribe-body: ತನ್ನ ಜಮೀನಿಗೆ ರಸ್ತೆ ಮಾಡಿಕೊಡಲು ಅರ್ಜಿ ನೀಡಿ ಹಲವು ಬಾರಿ ಕಚೇರಿಗೆ ಅಲೆದರೂ ಕೆಲಸವಾಗದ ಕಾರಣ ಬೇಸತ್ತ ರೈತರೊಬ್ಬರು ಅಧಿಕಾರಿಗಳಿಗೆ ಲಂಚವಾಗಿ ಮೂಲಂಗಿ ನೀಡಲು ಬಂದ ಘಟನೆ ತಾಲೂಕು ಕಚೇರಿಯಲ್ಲಿ ನಡೆದಿದೆ. ಮೂಲಂಗಿ ಚೀಲ ಹೊತ್ತು ಬಂದ ರೈತ ಅಧಿಕಾರಿಗಳ ವಿರುದ್ಧ ಆಕ್ರೋಶ ವ್ಯಕ್ತಪಡಿಸಿದರು.: [46, 1968, 322, 2054]
- lead-body: ದೇಶದ ತಂತ್ರಜ್ಞಾನ ರಾಜಧಾನಿ ಬೆಂಗಳೂರು ಮತ್ತು ಆರ್ಥಿಕ ರಾಜಧಾನಿ ಮುಂಬೈ ನಡುವೆ ಅತ್ಯಾಧುನಿಕ ಸಂಪರ್ಕ ವ್ಯವಸ್ಥೆ ಬೇಕಿದೆ. ಇದರಿಂದ ಉತ್ತರ ಕರ್ನಾಟಕ ಹಾಗೂ ಪಶ್ಚಿಮ ಮಹಾರಾಷ್ಟ್ರದ ಭಾಗಗಳ ಅಭಿವೃದ್ಧಿಗೆ ಅನುಕೂಲವಾಗಲಿದೆ ಎಂದು ಸಚಿವ ಎಂ.ಬಿ. ಪಾಟೀಲ ಅಭಿಪ್ರಾಯಪಟ್ಟರು.: [344, 757, 574, 860]
- section-title: ಕರ್ನಾಟಕ: [476, 69, 652, 135]
- print-mark-cyan: [1305, 2352, 1315, 2362]
- ashok-body: ಮುಖ್ಯಮಂತ್ರಿ ಸಿದ್ದರಾಮಯ್ಯ ನೇತೃತ್ವದ ಕಾಂಗ್ರೆಸ್ ಸರ್ಕಾರದ ಭ್ರಷ್ಟಾಚಾರ ಮುಖವಾಡವನ್ನು ಲೋಕಾಯುಕ್ತ ಬಯಲು ಮಾಡಿದೆ. ಈ ಹಿನ್ನೆಲೆಯಲ್ಲಿ ನೈತಿಕ ಹೊಣೆ ಹೊತ್ತು ಸರ್ಕಾರ ರಾಜೀನಾಮೆ ನೀಡಬೇಕು ಎಂದು ವಿಪಕ್ಷ ನಾಯಕ ಆರ್. ಅಶೋಕ ಆಗ್ರಹಿಸಿದರು.: [741, 1300, 995, 1386]
- bullet-train-icon: [349, 898, 441, 944]
- rti-body: ರಾಜ್ಯ ಮಾಹಿತಿ ಆಯೋಗವು ಕಳೆದ ಒಂದು ವರ್ಷದ ಅವಧಿಯಲ್ಲಿ 36,474 ಮೇಲ್ಮನವಿ ಹಾಗೂ ದೂರುಗಳನ್ನು ವಿಲೇವಾರಿ ಮಾಡುವ ಮೂಲಕ ದಾಖಲೆ ನಿರ್ಮಿಸಿದೆ. ದೇಶದಲ್ಲೇ ಅತಿ ಹೆಚ್ಚು ಅರ್ಜಿಗಳ ವಿಲೇವಾರಿ ಮಾಡಿದ ಕೀರ್ತಿಗೆ ಭಾಜನವಾಗಿದೆ.: [1097, 1953, 1289, 2056]
- box-headline: ಆರ್ಟಿಫಿಷಿಯಲ್ ಕ್ಯಾಮರಾಗಳ ಅಳವಡಿಕೆ: [1117, 1085, 1348, 1109]
- ashok-headline: ಕೈ ಭ್ರಷ್ಟಾಚಾರ ಬಯಲು: ಅಶೋಕ: [741, 1245, 1141, 1286]
- box-body: ನಗರದಲ್ಲಿ 500 ಲಿಂಗ್ರಾಫ್‌ನಲ್ಲಿ 10 ಸಾವಿರಕ್ಕೂ ಹೆಚ್ಚು ಆರ್ಟಿಫಿಷಿಯಲ್ ಇಂಟೆಲಿಜೆನ್ಸ್ ಕ್ಯಾಮರಾಗಳನ್ನು ಅಳವಡಿಸಲಾಗಿದೆ. ಇದರಿಂದ ಸಂಚಾರ ನಿಯಮ ಉಲ್ಲಂಘನೆ ಹಾಗೂ ಅಪರಾಧ ಚಟುವಟಿಕೆಗಳ ಮೇಲೆ ನಿಗಾ ಇಡಲು ಸಹಕಾರಿಯಾಗಲಿದೆ ಎಂದು ಸಚಿವ ಜಿ. ಪರಮೇಶ್ವರ್ ತಿಳಿಸಿದರು.: [1117, 1115, 1489, 1183]
